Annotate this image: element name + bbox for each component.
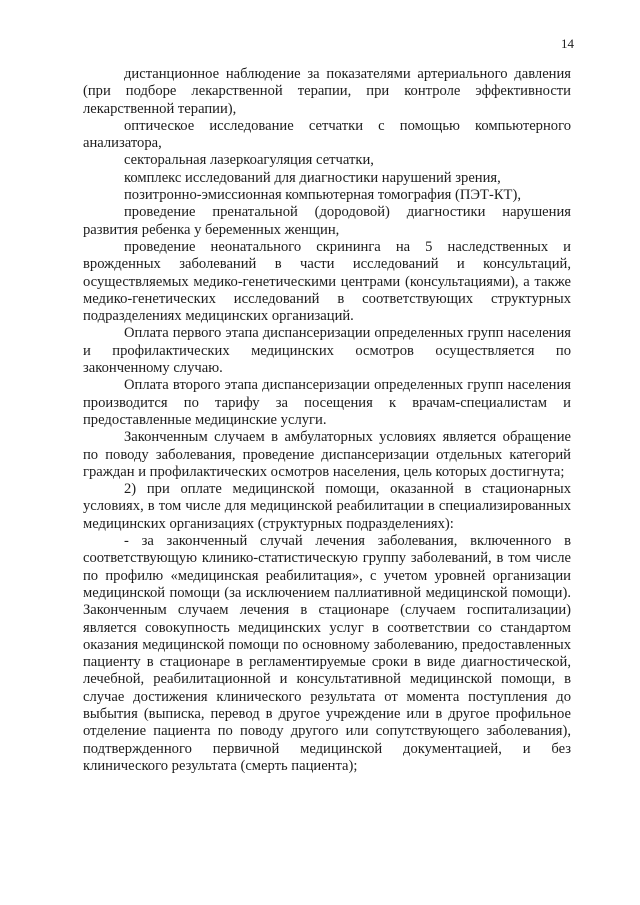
paragraph-second-stage-payment: Оплата второго этапа диспансеризации определенных групп населения производится по тарифу за посещения к врачам-специалистам и предоставленные медицинские услуги. [83,377,571,428]
paragraph-vision-diagnostics: комплекс исследований для диагностики нарушений зрения, [124,169,501,186]
paragraph-outpatient-case: Законченным случаем в амбулаторных условиях является обращение по поводу заболевания, проведение диспансеризации отдельных категорий граждан и профилактических осмотров населения, цель которых достигнута; [83,429,571,480]
paragraph-neonatal-screening: проведение неонатального скрининга на 5 наследственных и врожденных заболеваний в части исследований и консультаций, осуществляемых медико-генетическими центрами (консультациями), а также медико-генетических исследований в соответствующих структурных подразделениях медицинских организаций. [83,238,571,325]
paragraph-prenatal-diagnostics: проведение пренатальной (дородовой) диагностики нарушения развития ребенка у беременных женщин, [83,204,571,238]
paragraph-inpatient-payment: 2) при оплате медицинской помощи, оказанной в стационарных условиях, в том числе для медицинской реабилитации в специализированных медицинских организациях (структурных подразделениях): [83,481,571,532]
paragraph-retina-scan: оптическое исследование сетчатки с помощью компьютерного анализатора, [83,117,571,152]
page-number: 14 [561,36,574,51]
paragraph-first-stage-payment: Оплата первого этапа диспансеризации определенных групп населения и профилактических медицинских осмотров осуществляется по законченному случаю. [83,325,571,377]
document-body [83,66,571,775]
paragraph-completed-case: - за законченный случай лечения заболевания, включенного в соответствующую клинико-статистическую группу заболеваний, в том числе по профилю «медицинская реабилитация», с учетом уровней организации медицинской помощи (за исключением паллиативной медицинской помощи). Законченным случаем лечения в стационаре (случаем госпитализации) является совокупность медицинских услуг в соответствии со стандартом оказания медицинской помощи по основному заболеванию, предоставленных пациенту в стационаре в регламентируемые сроки в виде диагностической, лечебной, реабилитационной и консультативной медицинской помощи, в случае достижения клинического результата от момента поступления до выбытия (выписка, перевод в другое учреждение или в другое профильное отделение пациента по поводу другого или сопутствующего заболевания), подтвержденного первичной медицинской документацией, и без клинического результата (смерть пациента); [83,533,571,774]
paragraph-laser-coagulation: секторальная лазеркоагуляция сетчатки, [124,152,374,169]
paragraph-pet-ct: позитронно-эмиссионная компьютерная томография (ПЭТ-КТ), [124,187,521,204]
paragraph-bp-monitoring: дистанционное наблюдение за показателями артериального давления (при подборе лекарственной терапии, при контроле эффективности лекарственной терапии), [83,66,571,117]
